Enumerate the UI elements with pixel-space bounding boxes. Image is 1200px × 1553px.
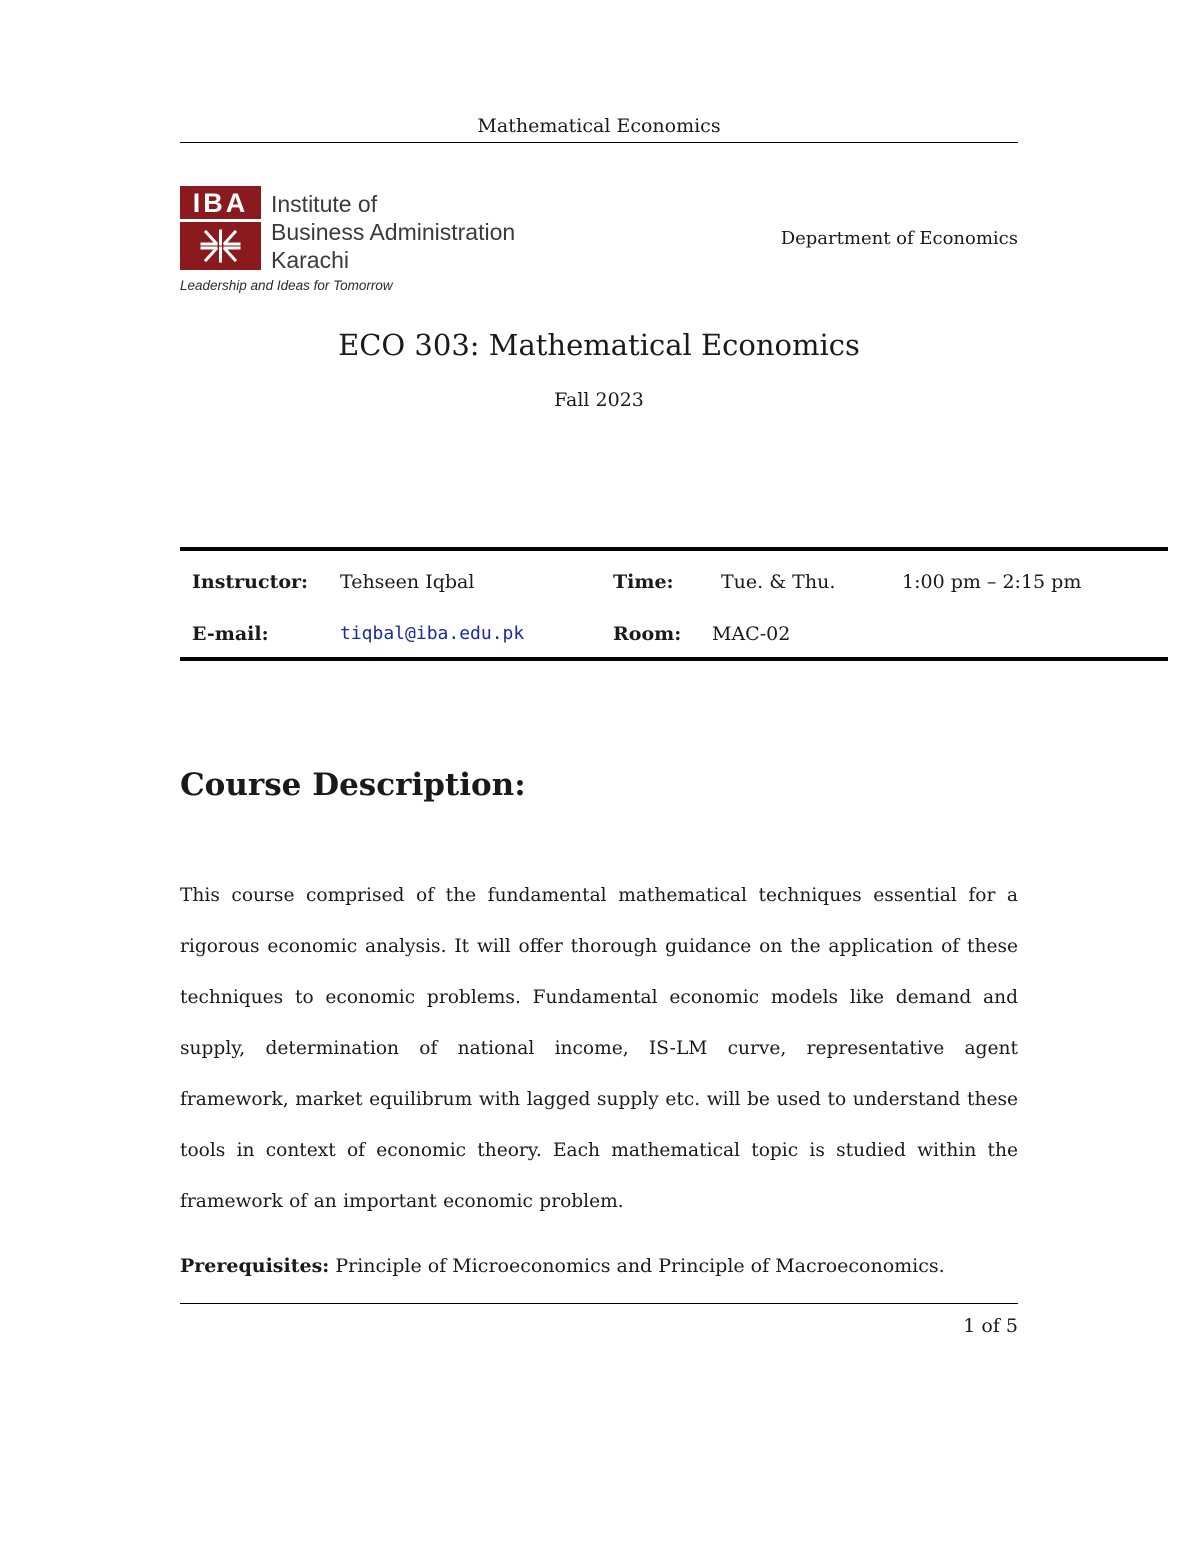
time-days: Tue. & Thu. bbox=[721, 571, 836, 593]
logo-line-2: Business Administration bbox=[271, 219, 516, 245]
iba-logo bbox=[180, 186, 525, 296]
room-value: MAC-02 bbox=[712, 623, 791, 645]
info-row-email bbox=[180, 619, 1168, 649]
course-info-table bbox=[180, 547, 1168, 661]
department-name: Department of Economics bbox=[780, 228, 1018, 249]
course-description-body: This course comprised of the fundamental mathematical techniques essential for a rigorous economic analysis. It will offer thorough guidance on the application of these techniques to economic problems. Fundamental economic models like demand and supply, determination of national income, IS-LM curve, representative agent framework, market equilibrum with lagged supply etc. will be used to understand these tools in context of economic theory. Each mathematical topic is studied within the framework of an important economic problem. bbox=[180, 885, 1018, 1212]
time-label: Time: bbox=[613, 571, 674, 593]
email-link[interactable]: tiqbal@iba.edu.pk bbox=[340, 623, 525, 644]
time-hours: 1:00 pm – 2:15 pm bbox=[902, 571, 1082, 593]
instructor-label: Instructor: bbox=[192, 571, 309, 593]
prerequisites-label: Prerequisites: bbox=[180, 1255, 330, 1277]
running-header: Mathematical Economics bbox=[477, 115, 721, 137]
prerequisites-value: Principle of Microeconomics and Principle of Macroeconomics. bbox=[335, 1255, 945, 1277]
instructor-value: Tehseen Iqbal bbox=[340, 571, 475, 593]
prerequisites bbox=[180, 1252, 1018, 1280]
logo-acronym: IBA bbox=[192, 188, 249, 218]
logo-emblem-block bbox=[180, 222, 261, 270]
header-rule bbox=[180, 142, 1018, 143]
logo-tagline: Leadership and Ideas for Tomorrow bbox=[180, 278, 393, 293]
logo-line-3: Karachi bbox=[271, 247, 349, 273]
room-label: Room: bbox=[613, 623, 682, 645]
course-term: Fall 2023 bbox=[554, 389, 644, 411]
logo-line-1: Institute of bbox=[271, 191, 378, 217]
info-row-instructor bbox=[180, 567, 1168, 597]
footer-rule bbox=[180, 1303, 1018, 1304]
page-number: 1 of 5 bbox=[963, 1315, 1018, 1337]
email-label: E-mail: bbox=[192, 623, 269, 645]
course-title: ECO 303: Mathematical Economics bbox=[338, 328, 860, 362]
course-description-heading: Course Description: bbox=[180, 767, 526, 803]
